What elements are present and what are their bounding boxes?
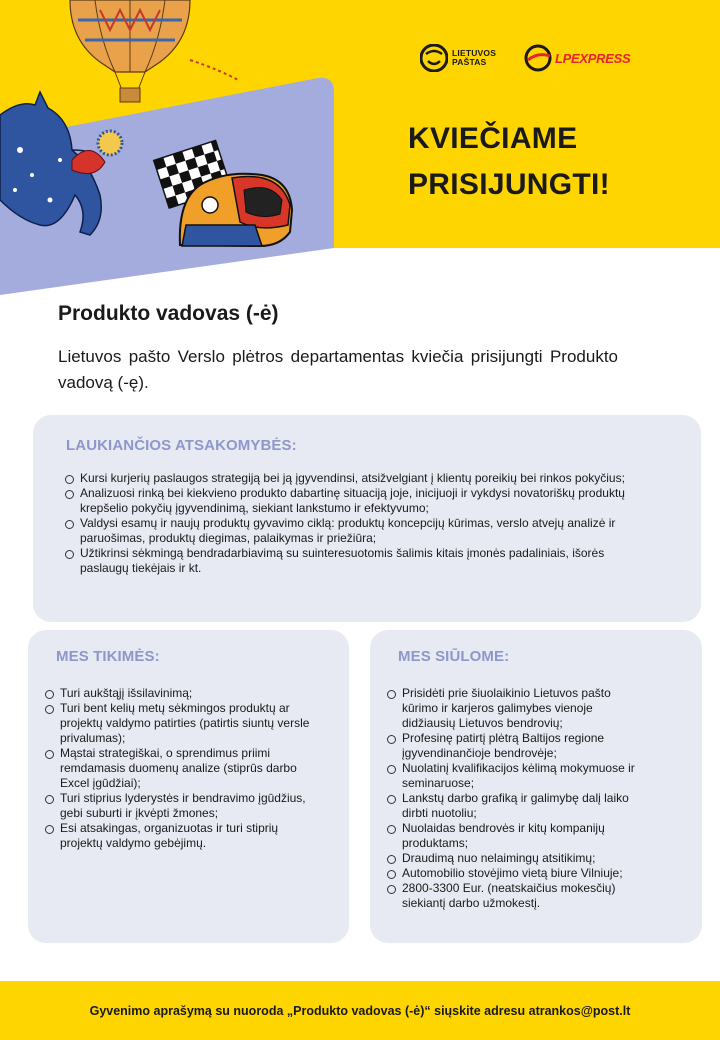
expectations-heading: MES TIKIMĖS: xyxy=(56,648,160,665)
list-item: Mąstai strategiškai, o sprendimus priimi remdamasis duomenų analize (stiprūs darbo Excel įgūdžiai); xyxy=(45,746,315,791)
list-item: Draudimą nuo nelaimingų atsitikimų; xyxy=(387,851,643,866)
lpexpress-logo-text: LPEXPRESS xyxy=(555,50,631,66)
hero-title-line-1: KVIEČIAME xyxy=(408,122,578,155)
list-item: Nuolaidas bendrovės ir kitų kompanijų produktams; xyxy=(387,821,643,851)
list-item: Nuolatinį kvalifikacijos kėlimą mokymuose ir seminaruose; xyxy=(387,761,643,791)
intro-paragraph: Lietuvos pašto Verslo plėtros departamentas kviečia prisijungti Produkto vadovą (-ę). xyxy=(58,347,618,392)
job-title: Produkto vadovas (-ė) xyxy=(58,302,279,325)
logo-line-1: LIETUVOS xyxy=(452,48,497,58)
hero-title xyxy=(408,116,610,208)
list-item: Prisidėti prie šiuolaikinio Lietuvos pašto kūrimo ir karjeros galimybes vienoje didžiausių Lietuvos bendrovių; xyxy=(387,686,643,731)
offer-card xyxy=(370,630,702,943)
list-item: Turi stiprius lyderystės ir bendravimo įgūdžius, gebi suburti ir įkvėpti žmones; xyxy=(45,791,315,821)
list-item: Kursi kurjerių paslaugos strategiją bei ją įgyvendinsi, atsižvelgiant į klientų poreikių bei rinkos pokyčius; xyxy=(65,471,655,486)
lietuvos-pastas-logo xyxy=(420,44,496,72)
list-item: Analizuosi rinką bei kiekvieno produkto dabartinę situaciją joje, inicijuoji ir vykdysi novatoriškų produktų krepšelio pokyčių įgyvendinimą, siekiant lankstumo ir efektyvumo; xyxy=(65,486,655,516)
list-item: 2800-3300 Eur. (neatskaičius mokesčių) siekiantį darbo užmokestį. xyxy=(387,881,643,911)
expectations-card xyxy=(28,630,349,943)
list-item: Esi atsakingas, organizuotas ir turi stiprių projektų valdymo gebėjimų. xyxy=(45,821,315,851)
hot-air-balloon-icon xyxy=(70,0,238,102)
post-horn-icon xyxy=(420,44,448,72)
list-item: Automobilio stovėjimo vietą biure Vilniuje; xyxy=(387,866,643,881)
lpexpress-logo xyxy=(524,44,630,72)
hero-title-line-2: PRISIJUNGTI! xyxy=(408,168,610,201)
list-item: Valdysi esamų ir naujų produktų gyvavimo ciklą: produktų koncepcijų kūrimas, verslo atvejų analizė ir paruošimas, produktų diegimas, palaikymas ir priežiūra; xyxy=(65,516,655,546)
responsibilities-card xyxy=(33,415,701,622)
offer-heading: MES SIŪLOME: xyxy=(398,648,510,665)
list-item: Lankstų darbo grafiką ir galimybę dalį laiko dirbti nuotoliu; xyxy=(387,791,643,821)
responsibilities-list xyxy=(65,471,655,576)
footer-banner xyxy=(0,981,720,1040)
lpexpress-mark-icon xyxy=(524,44,552,72)
list-item: Turi bent kelių metų sėkmingos produktų ar projektų valdymo patirties (patirtis siuntų versle privalumas); xyxy=(45,701,315,746)
hero-banner xyxy=(0,0,720,300)
list-item: Užtikrinsi sėkmingą bendradarbiavimą su suinteresuotomis šalimis kitais įmonės padaliniais, išorės paslaugų tiekėjais ir kt. xyxy=(65,546,655,576)
expectations-list xyxy=(45,686,315,851)
logo-line-2: PAŠTAS xyxy=(452,57,487,67)
offer-list xyxy=(387,686,643,911)
list-item: Turi aukštąjį išsilavinimą; xyxy=(45,686,315,701)
list-item: Profesinę patirtį plėtrą Baltijos regione įgyvendinančioje bendrovėje; xyxy=(387,731,643,761)
footer-text: Gyvenimo aprašymą su nuoroda „Produkto vadovas (-ė)“ siųskite adresu atrankos@post.lt xyxy=(89,1003,631,1018)
responsibilities-heading: LAUKIANČIOS ATSAKOMYBĖS: xyxy=(66,437,297,454)
